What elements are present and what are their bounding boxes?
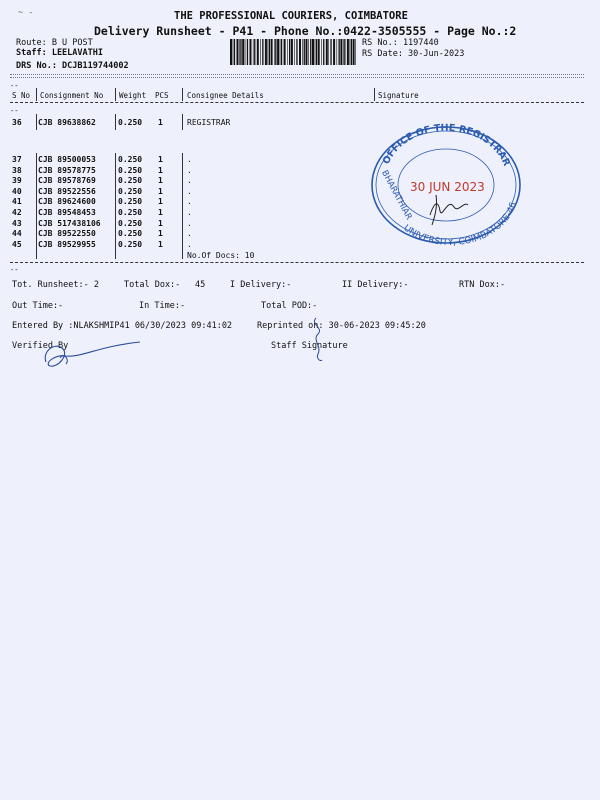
runsheet-title: Delivery Runsheet - P41 - Phone No.:0422-3505555 - Page No.:2: [94, 24, 517, 38]
col-separator: [115, 88, 116, 101]
row-consignee: .: [187, 155, 192, 164]
row-consignee: .: [187, 218, 192, 228]
row-pcs: 1: [158, 239, 163, 249]
i-delivery: I Delivery:-: [230, 280, 292, 290]
col-separator: [115, 114, 116, 130]
row-pcs: 1: [158, 176, 163, 186]
row-pcs: 1: [158, 118, 163, 127]
row-sno: 45: [12, 239, 22, 249]
registrar-stamp: [368, 123, 524, 247]
row-consignment: CJB 89548453: [38, 208, 96, 217]
verified-by: Verified By: [12, 341, 69, 351]
header-divider: [10, 74, 584, 75]
row-weight: 0.250: [118, 229, 143, 239]
row-sno: 38: [12, 165, 22, 175]
row-weight: 0.250: [118, 186, 143, 196]
row-weight: 0.250: [118, 208, 143, 217]
row-pcs: 1: [158, 218, 163, 228]
row-pcs: 1: [158, 208, 163, 217]
rs-number: RS No.: 1197440: [362, 38, 439, 48]
dash-marker: --: [10, 82, 19, 90]
row-consignment: CJB 89578775: [38, 165, 96, 175]
row-consignee: .: [187, 176, 192, 186]
logo-mark: ~ -: [18, 8, 34, 18]
col-signature: Signature: [378, 91, 419, 100]
rtn-dox: RTN Dox:-: [459, 280, 506, 290]
row-sno: 41: [12, 197, 22, 207]
staff-signature-scribble: [306, 314, 334, 364]
table-footer-divider: [10, 262, 584, 263]
dash-marker: --: [10, 266, 19, 274]
row-sno: 37: [12, 155, 22, 164]
rs-date: RS Date: 30-Jun-2023: [362, 49, 465, 59]
row-sno: 39: [12, 176, 22, 186]
row-pcs: 1: [158, 186, 163, 196]
row-weight: 0.250: [118, 155, 143, 164]
row-consignee: .: [187, 239, 192, 249]
col-separator: [36, 88, 37, 101]
row-consignee: REGISTRAR: [187, 118, 231, 127]
row-consignment: CJB 517438106: [38, 218, 101, 228]
row-sno: 40: [12, 186, 22, 196]
row-consignment: CJB 89522556: [38, 186, 96, 196]
row-pcs: 1: [158, 165, 163, 175]
dash-marker: --: [10, 107, 19, 115]
col-separator: [182, 153, 183, 259]
col-separator: [36, 153, 37, 259]
col-separator: [182, 88, 183, 101]
tot-runsheet: Tot. Runsheet:- 2: [12, 280, 99, 290]
entered-by: Entered By :NLAKSHMIP41 06/30/2023 09:41:02: [12, 321, 233, 331]
row-pcs: 1: [158, 197, 163, 207]
row-consignment: CJB 89638862: [38, 118, 96, 127]
route-label: Route: B U POST: [16, 38, 93, 48]
row-weight: 0.250: [118, 197, 143, 207]
total-dox-label: Total Dox:-: [124, 280, 181, 290]
row-pcs: 1: [158, 155, 163, 164]
col-pcs: PCS: [155, 91, 169, 100]
staff-signature: Staff Signature: [271, 341, 348, 351]
col-separator: [374, 88, 375, 101]
row-consignee: .: [187, 186, 192, 196]
row-consignee: .: [187, 165, 192, 175]
stamp-left-text: BHARATHIAR: [379, 168, 414, 222]
col-separator: [36, 114, 37, 130]
col-separator: [115, 153, 116, 259]
in-time: In Time:-: [139, 301, 186, 311]
drs-number: DRS No.: DCJB119744002: [16, 61, 129, 71]
row-consignment: CJB 89624600: [38, 197, 96, 207]
row-weight: 0.250: [118, 176, 143, 186]
staff-label: Staff: LEELAVATHI: [16, 48, 103, 58]
no-of-docs: No.Of Docs: 10: [187, 251, 255, 260]
col-separator: [182, 114, 183, 130]
header-divider: [10, 77, 584, 78]
row-consignment: CJB 89500053: [38, 155, 96, 164]
col-weight: Weight: [119, 91, 147, 100]
stamp-date: 30 JUN 2023: [410, 180, 485, 194]
verified-signature-scribble: [40, 334, 150, 374]
table-header-divider: [10, 102, 584, 103]
col-consignee: Consignee Details: [187, 91, 264, 100]
ii-delivery: II Delivery:-: [342, 280, 409, 290]
row-sno: 43: [12, 218, 22, 228]
total-pod: Total POD:-: [261, 301, 318, 311]
row-consignee: .: [187, 229, 192, 239]
row-consignee: .: [187, 208, 192, 217]
row-sno: 44: [12, 229, 22, 239]
row-weight: 0.250: [118, 239, 143, 249]
col-consignment: Consignment No: [40, 91, 104, 100]
row-sno: 42: [12, 208, 22, 217]
col-sno: S No: [12, 91, 31, 100]
stamp-top-text: OFFICE OF THE REGISTRAR: [380, 123, 512, 168]
stamp-bottom-text: UNIVERSITY, COIMBATORE-46: [401, 201, 520, 247]
row-consignment: CJB 89522550: [38, 229, 96, 239]
row-weight: 0.250: [118, 118, 143, 127]
company-name: THE PROFESSIONAL COURIERS, COIMBATORE: [174, 10, 408, 22]
out-time: Out Time:-: [12, 301, 64, 311]
reprinted-on: Reprinted on: 30-06-2023 09:45:20: [257, 321, 426, 331]
row-weight: 0.250: [118, 218, 143, 228]
row-consignment: CJB 89578769: [38, 176, 96, 186]
row-pcs: 1: [158, 229, 163, 239]
barcode: [230, 39, 358, 65]
row-sno: 36: [12, 118, 22, 127]
total-dox-value: 45: [195, 280, 206, 290]
row-consignee: .: [187, 197, 192, 207]
row-consignment: CJB 89529955: [38, 239, 96, 249]
row-weight: 0.250: [118, 165, 143, 175]
